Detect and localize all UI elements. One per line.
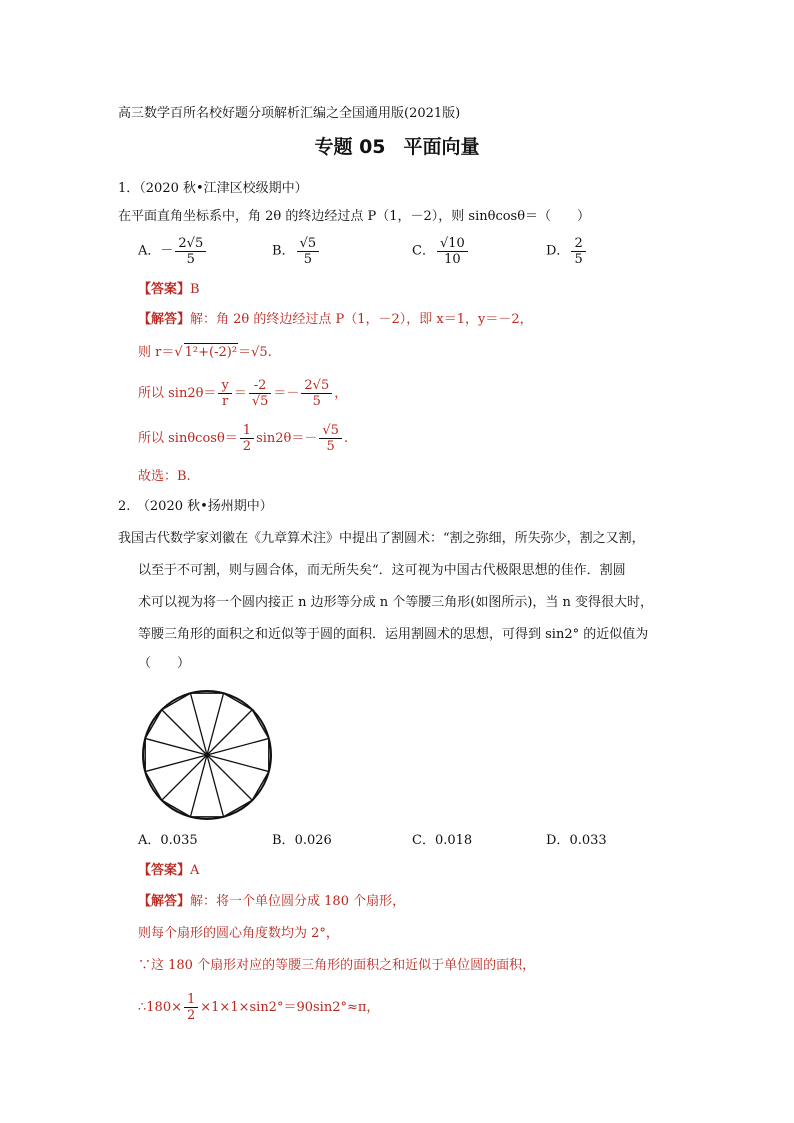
fraction xyxy=(249,378,272,409)
q1-option-d[interactable] xyxy=(546,236,588,267)
q2-solution-line-1 xyxy=(138,893,405,911)
fraction-numerator: 1 xyxy=(240,423,254,439)
fraction-numerator: √10 xyxy=(437,236,468,252)
radius-line xyxy=(207,755,269,772)
analysis-tag: 【解答】 xyxy=(138,894,191,909)
solution-text: 所以 sin2θ＝ xyxy=(138,386,217,401)
answer-tag: 【答案】 xyxy=(138,282,191,297)
radius-line xyxy=(190,693,207,755)
option-label: C． xyxy=(412,833,435,848)
radius-line xyxy=(207,693,224,755)
q1-option-b[interactable] xyxy=(272,236,321,267)
option-fraction xyxy=(175,236,206,267)
q2-stem-line-5: （ ） xyxy=(138,656,191,671)
q2-option-d[interactable] xyxy=(546,832,607,850)
q1-option-c[interactable] xyxy=(412,236,470,267)
solution-text: 解：将一个单位圆分成 180 个扇形， xyxy=(190,894,406,909)
radius-line xyxy=(207,738,269,755)
q1-solution-line-4 xyxy=(138,423,348,454)
fraction xyxy=(184,992,198,1023)
analysis-tag: 【解答】 xyxy=(138,312,191,327)
page-title xyxy=(0,138,794,156)
fraction xyxy=(218,378,231,409)
radius-line xyxy=(162,755,207,800)
fraction-denominator: 2 xyxy=(242,439,252,454)
q1-option-a[interactable] xyxy=(138,236,208,267)
solution-text: . xyxy=(343,431,349,446)
fraction-denominator: 5 xyxy=(312,394,321,409)
option-label: D． xyxy=(546,243,570,259)
q1-solution-line-1 xyxy=(138,311,533,329)
equals-sign: ＝－ xyxy=(273,386,300,401)
fraction xyxy=(301,378,332,409)
fraction-denominator: 10 xyxy=(444,252,461,267)
q2-option-b[interactable] xyxy=(272,832,332,850)
sqrt-icon: √ xyxy=(174,345,183,360)
radius-line xyxy=(162,710,207,755)
inscribed-polygon-figure xyxy=(140,688,274,822)
fraction-denominator: 5 xyxy=(326,439,335,454)
q2-source: 2. （2020 秋•扬州期中） xyxy=(118,499,273,514)
q2-solution-line-4 xyxy=(138,992,379,1023)
q1-conclusion: 故选：B. xyxy=(138,469,191,484)
q1-source: 1．（2020 秋•江津区校级期中） xyxy=(118,181,308,196)
q2-stem-line-2: 以至于不可割，则与圆合体，而无所失矣“．这可视为中国古代极限思想的佳作．割圆 xyxy=(138,563,626,578)
fraction-numerator: 1 xyxy=(184,992,198,1008)
q1-stem: 在平面直角坐标系中，角 2θ 的终边经过点 P（1，－2），则 sinθcosθ＝（ ） xyxy=(118,209,591,224)
q1-answer xyxy=(138,281,200,299)
radius-line xyxy=(207,710,252,755)
solution-text: ＝√5. xyxy=(238,345,272,360)
option-fraction xyxy=(437,236,468,267)
option-label: C． xyxy=(412,243,435,259)
fraction-denominator: 5 xyxy=(574,252,583,267)
option-fraction xyxy=(297,236,320,267)
q2-option-c[interactable] xyxy=(412,832,472,850)
answer-tag: 【答案】 xyxy=(138,863,191,878)
solution-text: 则 r＝ xyxy=(138,345,175,360)
radius-line xyxy=(145,755,207,772)
document-header: 高三数学百所名校好题分项解析汇编之全国通用版(2021版) xyxy=(118,106,461,121)
option-value: 0.033 xyxy=(569,833,607,848)
option-label: D． xyxy=(546,833,570,848)
option-sign: － xyxy=(160,243,174,259)
fraction xyxy=(319,423,342,454)
option-label: B． xyxy=(272,243,295,259)
title-topic-name: 平面向量 xyxy=(403,136,480,158)
q2-stem-line-1: 我国古代数学家刘徽在《九章算术注》中提出了割圆术：“割之弥细，所失弥少，割之又割， xyxy=(118,531,645,546)
title-topic-number: 专题 05 xyxy=(314,136,386,158)
q1-solution-line-3 xyxy=(138,378,347,409)
radicand: 1²+(-2)² xyxy=(184,345,238,360)
q2-stem-line-3: 术可以视为将一个圆内接正 n 边形等分成 n 个等腰三角形(如图所示)，当 n 变得很大时， xyxy=(138,595,654,610)
radius-line xyxy=(207,755,252,800)
q2-solution-line-2: 则每个扇形的圆心角度数均为 2°， xyxy=(138,926,339,941)
option-label: B． xyxy=(272,833,295,848)
solution-text: 所以 sinθcosθ＝ xyxy=(138,431,238,446)
radius-line xyxy=(190,755,207,817)
fraction-numerator: √5 xyxy=(297,236,320,252)
q2-solution-line-3: ∵这 180 个扇形对应的等腰三角形的面积之和近似于单位圆的面积， xyxy=(138,958,536,973)
fraction-numerator: 2 xyxy=(571,236,585,252)
answer-value: A xyxy=(190,863,200,878)
fraction-denominator: 2 xyxy=(186,1008,196,1023)
fraction-numerator: -2 xyxy=(249,378,272,394)
option-value: 0.018 xyxy=(434,833,473,848)
q2-stem-line-4: 等腰三角形的面积之和近似等于圆的面积．运用割圆术的思想，可得到 sin2° 的近似值为 xyxy=(138,627,649,642)
solution-text: 解：角 2θ 的终边经过点 P（1，－2），即 x＝1，y＝－2， xyxy=(190,312,533,327)
fraction-denominator: r xyxy=(222,394,229,409)
solution-text: ×1×1×sin2°＝90sin2°≈π， xyxy=(200,1000,380,1015)
fraction-numerator: 2√5 xyxy=(301,378,332,394)
fraction-numerator: 2√5 xyxy=(175,236,206,252)
solution-text: ， xyxy=(334,386,348,401)
option-label: A． xyxy=(138,243,161,259)
option-fraction xyxy=(571,236,585,267)
q1-solution-line-2 xyxy=(138,343,272,362)
answer-value: B xyxy=(190,282,200,297)
q2-answer xyxy=(138,862,199,880)
q2-option-a[interactable] xyxy=(138,832,198,850)
solution-text: ∴180× xyxy=(138,1000,182,1015)
option-value: 0.026 xyxy=(294,833,332,848)
fraction-denominator: 5 xyxy=(303,252,312,267)
fraction-numerator: y xyxy=(218,378,231,394)
radius-line xyxy=(207,755,224,817)
fraction-denominator: 5 xyxy=(186,252,195,267)
radius-line xyxy=(145,738,207,755)
fraction-denominator: √5 xyxy=(251,394,269,409)
solution-text: sin2θ＝－ xyxy=(256,431,318,446)
equals-sign: ＝ xyxy=(233,386,247,401)
option-label: A． xyxy=(138,833,161,848)
fraction-numerator: √5 xyxy=(319,423,342,439)
option-value: 0.035 xyxy=(160,833,198,848)
fraction xyxy=(240,423,254,454)
